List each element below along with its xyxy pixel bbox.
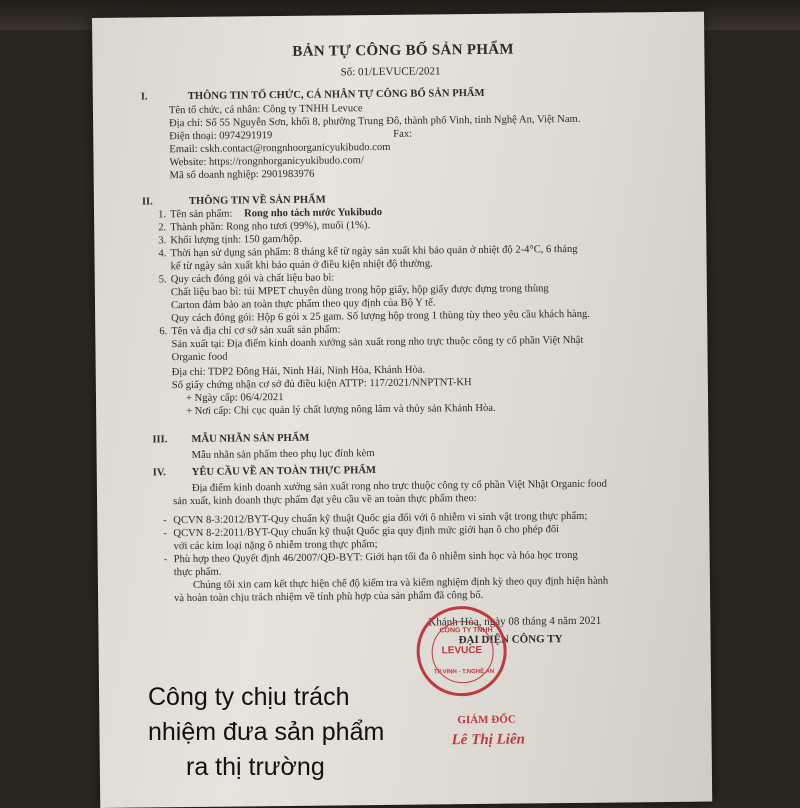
- safety-intro-cont: sản xuất, kinh doanh thực phẩm đạt yêu cầu về an toàn thực phẩm theo:: [173, 492, 477, 508]
- org-phone: Điện thoại: 0974291919: [169, 130, 273, 143]
- section-number: II.: [141, 196, 153, 208]
- section-number: I.: [140, 91, 148, 103]
- product-made-at-cont: Organic food: [171, 351, 228, 364]
- section-heading: MẪU NHÃN SẢN PHẨM: [191, 432, 310, 445]
- org-website: Website: https://rongnhorganicyukibudo.com/: [169, 155, 364, 169]
- product-made-at: Sản xuất tại: Địa điểm kinh doanh xưởng sản xuất rong nho trực thuộc công ty cổ phần Việt Nhật: [171, 334, 584, 351]
- stamp-bottom-text: TP.VINH - T.NGHỆ AN: [433, 668, 495, 676]
- director-signature-name: Lê Thị Liên: [451, 731, 525, 749]
- director-title: GIÁM ĐỐC: [457, 713, 516, 727]
- company-stamp: [416, 606, 507, 697]
- document-number: Số: 01/LEVUCE/2021: [340, 65, 441, 79]
- section-number: III.: [152, 434, 168, 446]
- product-ingredients: Thành phần: Rong nho tươi (99%), muối (1%).: [170, 220, 371, 234]
- product-weight: Khối lượng tịnh: 150 gam/hộp.: [170, 233, 303, 247]
- stamp-top-text: CÔNG TY TNHH: [439, 626, 493, 635]
- overlay-caption-line3: ra thị trường: [186, 753, 325, 781]
- org-name: Tên tổ chức, cá nhân: Công ty TNHH Levuce: [168, 103, 363, 117]
- product-name: Rong nho tách nước Yukibudo: [244, 206, 383, 220]
- product-producer: Tên và địa chỉ cơ sở sản xuất sản phẩm:: [171, 324, 341, 338]
- product-name-label: Tên sản phẩm:: [170, 208, 233, 221]
- overlay-caption-line1: Công ty chịu trách: [148, 683, 350, 711]
- section-heading: THÔNG TIN TỔ CHỨC, CÁ NHÂN TỰ CÔNG BỐ SẢN PHẨM: [187, 87, 485, 103]
- section-heading: THÔNG TIN VỀ SẢN PHẨM: [188, 194, 326, 207]
- stamp-company-name: LEVUCE: [441, 644, 483, 657]
- product-shelf-life: Thời hạn sử dụng sản phẩm: 8 tháng kể từ ngày sản xuất khi bảo quản ở nhiệt độ 2-4°C, 6 tháng: [170, 243, 578, 260]
- document-page: BẢN TỰ CÔNG BỐ SẢN PHẨM Số: 01/LEVUCE/2021 I. THÔNG TIN TỔ CHỨC, CÁ NHÂN TỰ CÔNG BỐ SẢN PHẨM Tên tổ chức, cá nhân: Công ty TNHH Levuce Địa chỉ: Số 55 Nguyễn Sơn, khối 8, phường Trung Đô, thành phố Vinh, tỉnh Nghệ An, Việt Nam. Điện thoại: 0974291919 Fax: Email: cskh.contact@rongnhoorganicyukibudo.com Website: https://rongnhorganicyukibudo.com/ Mã số doanh nghiệp: 2901983976 II. THÔNG TIN VỀ SẢN PHẨM 1. Tên sản phẩm: Rong nho tách nước Yukibudo 2. Thành phần: Rong nho tươi (99%), muối (1%). 3. Khối lượng tịnh: 150 gam/hộp. 4. Thời hạn sử dụng sản phẩm: 8 tháng kể từ ngày sản xuất khi bảo quản ở nhiệt độ 2-4°C, 6 tháng kể từ ngày sản xuất khi bảo quản ở điều kiện nhiệt độ thường. 5. Quy cách đóng gói và chất liệu bao bì: Chất liệu bao bì: túi MPET chuyên dùng trong hộp giấy, hộp giấy được đựng trong thùng Carton đảm bảo an toàn thực phẩm theo quy định của Bộ Y tế. Quy cách đóng gói: Hộp 6 gói x 25 gam. Số lượng hộp trong 1 thùng tùy theo yêu cầu khách hàng. 6. Tên và địa chỉ cơ sở sản xuất sản phẩm: Sản xuất tại: Địa điểm kinh doanh xưởng sản xuất rong nho trực thuộc công ty cổ phần Việt Nhật Organic food Địa chỉ: TDP2 Đông Hải, Ninh Hải, Ninh Hòa, Khánh Hòa. Số giấy chứng nhận cơ sở đủ điều kiện ATTP: 117/2021/NNPTNT-KH + Ngày cấp: 06/4/2021 + Nơi cấp: Chi cục quản lý chất lượng nông lâm và thủy sản Khánh Hòa. III. MẪU NHÃN SẢN PHẨM Mẫu nhãn sản phẩm theo phụ lục đính kèm IV. YÊU CẦU VỀ AN TOÀN THỰC PHẨM Địa điểm kinh doanh xưởng sản xuất rong nho trực thuộc công ty cổ phần Việt Nhật Organic food sản xuất, kinh doanh thực phẩm đạt yêu cầu về an toàn thực phẩm theo: - QCVN 8-3:2012/BYT-Quy chuẩn kỹ thuật Quốc gia đối với ô nhiễm vi sinh vật trong thực phẩm; - QCVN 8-2:2011/BYT-Quy chuẩn kỹ thuật Quốc gia quy định mức giới hạn ô cho phép đối với các kim loại nặng ô nhiễm trong thực phẩm; - Phù hợp theo Quyết định 46/2007/QĐ-BYT: Giới hạn tối đa ô nhiễm sinh học và hóa học trong thực phẩm. Chúng tôi xin cam kết thực hiện chế độ kiểm tra và kiểm nghiệm định kỳ theo quy định hiện hành và hoàn toàn chịu trách nhiệm về tính phù hợp của sản phẩm đã công bố. Khánh Hòa, ngày 08 tháng 4 năm 2021 ĐẠI DIỆN CÔNG TY CÔNG TY TNHH LEVUCE TP.VINH - T.NGHỆ AN GIÁM ĐỐC Lê Thị Liên: [92, 12, 712, 808]
- document-title: BẢN TỰ CÔNG BỐ SẢN PHẨM: [292, 41, 514, 60]
- product-packing: Quy cách đóng gói và chất liệu bao bì:: [170, 272, 335, 286]
- product-certificate: Số giấy chứng nhận cơ sở đủ điều kiện ATTP: 117/2021/NNPTNT-KH: [171, 377, 472, 392]
- section-number: IV.: [152, 467, 166, 479]
- overlay-caption-line2: nhiệm đưa sản phẩm: [148, 718, 385, 746]
- standard-3: Phù hợp theo Quyết định 46/2007/QĐ-BYT: Giới hạn tối đa ô nhiễm sinh học và hóa học trong: [173, 549, 578, 566]
- product-facility-address: Địa chỉ: TDP2 Đông Hải, Ninh Hải, Ninh Hòa, Khánh Hòa.: [171, 364, 426, 379]
- certificate-date: + Ngày cấp: 06/4/2021: [185, 392, 284, 405]
- standard-2: QCVN 8-2:2011/BYT-Quy chuẩn kỹ thuật Quốc gia quy định mức giới hạn ô cho phép đối: [173, 524, 560, 540]
- product-material-cont: Carton đảm bảo an toàn thực phẩm theo quy định của Bộ Y tế.: [170, 297, 436, 312]
- label-note: Mẫu nhãn sản phẩm theo phụ lục đính kèm: [191, 448, 375, 461]
- sign-date: Khánh Hòa, ngày 08 tháng 4 năm 2021: [428, 614, 602, 629]
- org-fax: Fax:: [393, 128, 413, 140]
- standard-3-cont: thực phẩm.: [173, 566, 222, 579]
- company-representative: ĐẠI DIỆN CÔNG TY: [458, 633, 563, 647]
- commitment: Chúng tôi xin cam kết thực hiện chế độ kiểm tra và kiểm nghiệm định kỳ theo quy định hiện hành: [192, 575, 609, 591]
- product-pack-spec: Quy cách đóng gói: Hộp 6 gói x 25 gam. Số lượng hộp trong 1 thùng tùy theo yêu cầu khách hàng.: [171, 308, 591, 325]
- section-heading: YÊU CẦU VỀ AN TOÀN THỰC PHẨM: [191, 465, 377, 478]
- product-material: Chất liệu bao bì: túi MPET chuyên dùng trong hộp giấy, hộp giấy được đựng trong thùng: [170, 283, 549, 299]
- org-tax-code: Mã số doanh nghiệp: 2901983976: [169, 168, 315, 182]
- safety-intro: Địa điểm kinh doanh xưởng sản xuất rong nho trực thuộc công ty cổ phần Việt Nhật Organic food: [191, 478, 607, 494]
- org-address: Địa chỉ: Số 55 Nguyễn Sơn, khối 8, phường Trung Đô, thành phố Vinh, tỉnh Nghệ An, Việt Nam.: [169, 113, 581, 130]
- product-shelf-life-cont: kể từ ngày sản xuất khi bảo quản ở điều kiện nhiệt độ thường.: [170, 258, 433, 273]
- certificate-issuer: + Nơi cấp: Chi cục quản lý chất lượng nông lâm và thủy sản Khánh Hòa.: [186, 402, 496, 418]
- org-email: Email: cskh.contact@rongnhoorganicyukibudo.com: [169, 141, 391, 156]
- standard-1: QCVN 8-3:2012/BYT-Quy chuẩn kỹ thuật Quốc gia đối với ô nhiễm vi sinh vật trong thực phẩm;: [173, 510, 588, 527]
- standard-2-cont: với các kim loại nặng ô nhiễm trong thực phẩm;: [173, 539, 378, 553]
- commitment-cont: và hoàn toàn chịu trách nhiệm về tính phù hợp của sản phẩm đã công bố.: [174, 589, 484, 605]
